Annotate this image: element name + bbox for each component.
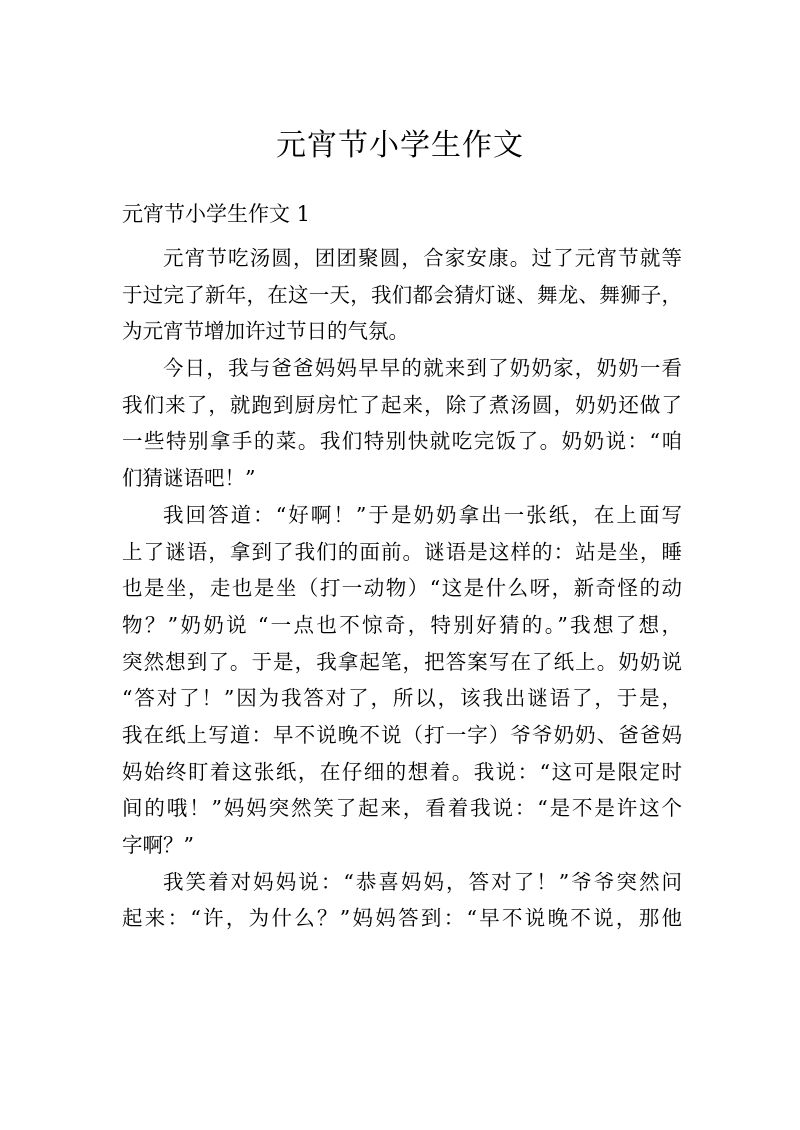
text-line: 间的哦！”妈妈突然笑了起来，看着我说：“是不是许这个 — [122, 796, 682, 821]
text-line: 们猜谜语吧！” — [122, 466, 256, 491]
text-line: 上了谜语，拿到了我们的面前。谜语是这样的：站是坐，睡 — [122, 539, 682, 564]
text-line: 我在纸上写道：早不说晚不说（打一字）爷爷奶奶、爸爸妈 — [122, 722, 682, 747]
text-line: 物？”奶奶说 “一点也不惊奇，特别好猜的。”我想了想， — [122, 612, 682, 637]
text-line: “答对了！”因为我答对了，所以，该我出谜语了，于是， — [122, 686, 682, 711]
text-line: 于过完了新年，在这一天，我们都会猜灯谜、舞龙、舞狮子， — [122, 282, 682, 307]
text-line: 突然想到了。于是，我拿起笔，把答案写在了纸上。奶奶说 — [122, 649, 682, 674]
text-line: 今日，我与爸爸妈妈早早的就来到了奶奶家，奶奶一看 — [163, 356, 682, 381]
text-line: 字啊？” — [122, 833, 194, 857]
text-line: 我们来了，就跑到厨房忙了起来，除了煮汤圆，奶奶还做了 — [122, 392, 682, 417]
text-line: 元宵节吃汤圆，团团聚圆，合家安康。过了元宵节就等 — [163, 246, 682, 270]
text-line: 妈始终盯着这张纸，在仔细的想着。我说：“这可是限定时 — [122, 759, 682, 784]
page-title: 元宵节小学生作文 — [276, 128, 524, 163]
text-line: 我笑着对妈妈说：“恭喜妈妈，答对了！”爷爷突然问 — [163, 869, 682, 894]
text-line: 为元宵节增加许过节日的气氛。 — [122, 319, 409, 344]
text-line: 一些特别拿手的菜。我们特别快就吃完饭了。奶奶说：“咱 — [122, 429, 682, 454]
text-line: 我回答道：“好啊！”于是奶奶拿出一张纸，在上面写 — [163, 502, 682, 527]
text-line: 起来：“许，为什么？”妈妈答到：“早不说晚不说，那他 — [122, 906, 682, 931]
essay-body — [122, 240, 682, 937]
section-heading: 元宵节小学生作文 1 — [122, 202, 311, 226]
text-line: 也是坐，走也是坐（打一动物）“这是什么呀，新奇怪的动 — [122, 576, 682, 601]
